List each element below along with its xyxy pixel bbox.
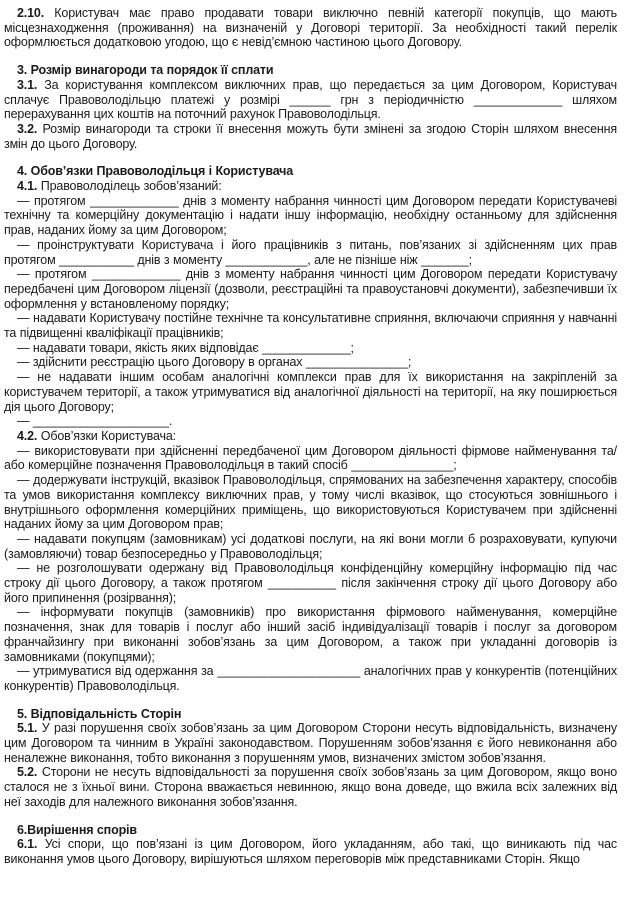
section-gap (4, 50, 617, 63)
contract-list-item: — проінструктувати Користувача і його працівників з питань, пов’язаних зі здійсненням цих прав протягом ___________ днів з моменту ____________, але не пізніше ніж _______; (4, 237, 617, 267)
contract-clause: 2.10. Користувач має право продавати товари виключно певній категорії покупців, що мають місцезнаходження (проживання) на визначеній у Договорі території. За необхідності такий перелік оформлюється додатковою угодою, що є невід’ємною частиною цього Договору. (4, 6, 617, 50)
contract-clause: 3.2. Розмір винагороди та строки її внесення можуть бути змінені за згодою Сторін шляхом внесення змін до цього Договору. (4, 121, 617, 151)
section-gap (4, 151, 617, 164)
section-heading: 6.Вирішення спорів (17, 822, 137, 837)
contract-clause: 5.2. Сторони не несуть відповідальності за порушення своїх зобов’язань за цим Договором, якщо воно сталося не з їхньої вини. Сторона вважається невинною, якщо вона доведе, що вжила всіх залежних від неї заходів для належного виконання зобов’язання. (4, 765, 617, 809)
contract-clause: 5.1. У разі порушення своїх зобов’язань за цим Договором Сторони несуть відповідальність, визначену цим Договором та чинним в Україні законодавством. Порушенням зобов’язання є його невиконання або неналежне виконання, тобто виконання з порушенням умов, визначених змістом зобов’язання. (4, 721, 617, 765)
contract-list-item: — надавати Користувачу постійне технічне та консультативне сприяння, включаючи сприяння у навчанні та підвищенні кваліфікації працівників; (4, 311, 617, 341)
clause-number: 2.10. (17, 6, 45, 20)
contract-list-item: — ____________________. (17, 414, 173, 429)
contract-list-item: — інформувати покупців (замовників) про використання фірмового найменування, комерційне позначення, знак для товарів і послуг або інший засіб індивідуалізації товарів і послуг за договором франчайзингу при виконанні зобов’язань за цим Договором, а також при укладанні договорів із замовниками (покупцями); (4, 605, 617, 664)
document-body (4, 6, 617, 867)
clause-number: 6.1. (17, 837, 38, 852)
contract-list-item: — додержувати інструкцій, вказівок Правоволодільця, спрямованих на забезпечення характеру, способів та умов використання комплексу виключних прав, у тому числі вказівок, що стосуються зовнішнього і внутрішнього оформлення комерційних приміщень, що використовуються Користувачем при здійсненні наданих йому за цим Договором прав; (4, 473, 617, 532)
contract-list-item: — не надавати іншим особам аналогічні комплекси прав для їх використання на закріпленій за користувачем території, а також утримуватися від аналогічної діяльності на території, на яку поширюється дія цього Договору; (4, 370, 617, 414)
contract-clause: 4.2. Обов’язки Користувача: (17, 428, 176, 443)
section-heading: 5. Відповідальність Сторін (17, 706, 182, 721)
contract-list-item: — здійснити реєстрацію цього Договору в органах _______________; (17, 355, 412, 370)
contract-clause: 6.1. Усі спори, що пов’язані із цим Договором, його укладанням, або такі, що виникають під час виконання умов цього Договору, вирішуються шляхом переговорів між представниками Сторін. Якщо (4, 837, 617, 866)
section-gap (4, 694, 617, 707)
section-gap (4, 810, 617, 823)
contract-list-item: — використовувати при здійсненні передбаченої цим Договором діяльності фірмове найменування та/або комерційне позначення Правоволодільця в такий спосіб _______________; (4, 443, 617, 473)
contract-list-item: — утримуватися від одержання за _____________________ аналогічних прав у конкурентів (потенційних конкурентів) Правоволодільця. (4, 664, 617, 693)
clause-number: 5.2. (17, 765, 38, 780)
section-heading: 4. Обов’язки Правоволодільця і Користувача (17, 164, 294, 179)
clause-number: 4.1. (17, 179, 38, 194)
section-heading: 3. Розмір винагороди та порядок її сплати (17, 63, 274, 78)
contract-list-item: — надавати товари, якість яких відповідає _____________; (17, 340, 354, 355)
contract-list-item: — протягом _____________ днів з моменту набрання чинності цим Договором передати Користувачу передбачені цим Договором ліцензії (дозволи, реєстраційні та правоустановчі документи), забезпечивши їх оформлення у встановленому порядку; (4, 267, 617, 311)
clause-number: 3.1. (17, 77, 38, 92)
contract-clause: 3.1. За користування комплексом виключних прав, що передається за цим Договором, Користувач сплачує Правоволодільцю платежі у розмірі ______ грн з періодичністю _____________ шляхом перерахування цих коштів на поточний рахунок Правоволодільця. (4, 77, 617, 122)
clause-number: 4.2. (17, 428, 38, 443)
contract-list-item: — не розголошувати одержану від Правоволодільця конфіденційну комерційну інформацію під час строку дії цього Договору, а також протягом __________ після закінчення строку дії цього Договору або його припинення (розірвання); (4, 561, 617, 605)
contract-list-item: — протягом _____________ днів з моменту набрання чинності цим Договором передати Користувачеві технічну та комерційну документацію і надати іншу інформацію, необхідну останньому для здійснення прав, наданих йому за цим Договором; (4, 193, 617, 238)
clause-number: 5.1. (17, 721, 38, 736)
clause-number: 3.2. (17, 121, 38, 136)
contract-list-item: — надавати покупцям (замовникам) усі додаткові послуги, на які вони могли б розраховувати, купуючи (замовляючи) товар безпосередньо у Правоволодільця; (4, 531, 617, 561)
contract-clause: 4.1. Правоволоділець зобов’язаний: (17, 179, 222, 194)
